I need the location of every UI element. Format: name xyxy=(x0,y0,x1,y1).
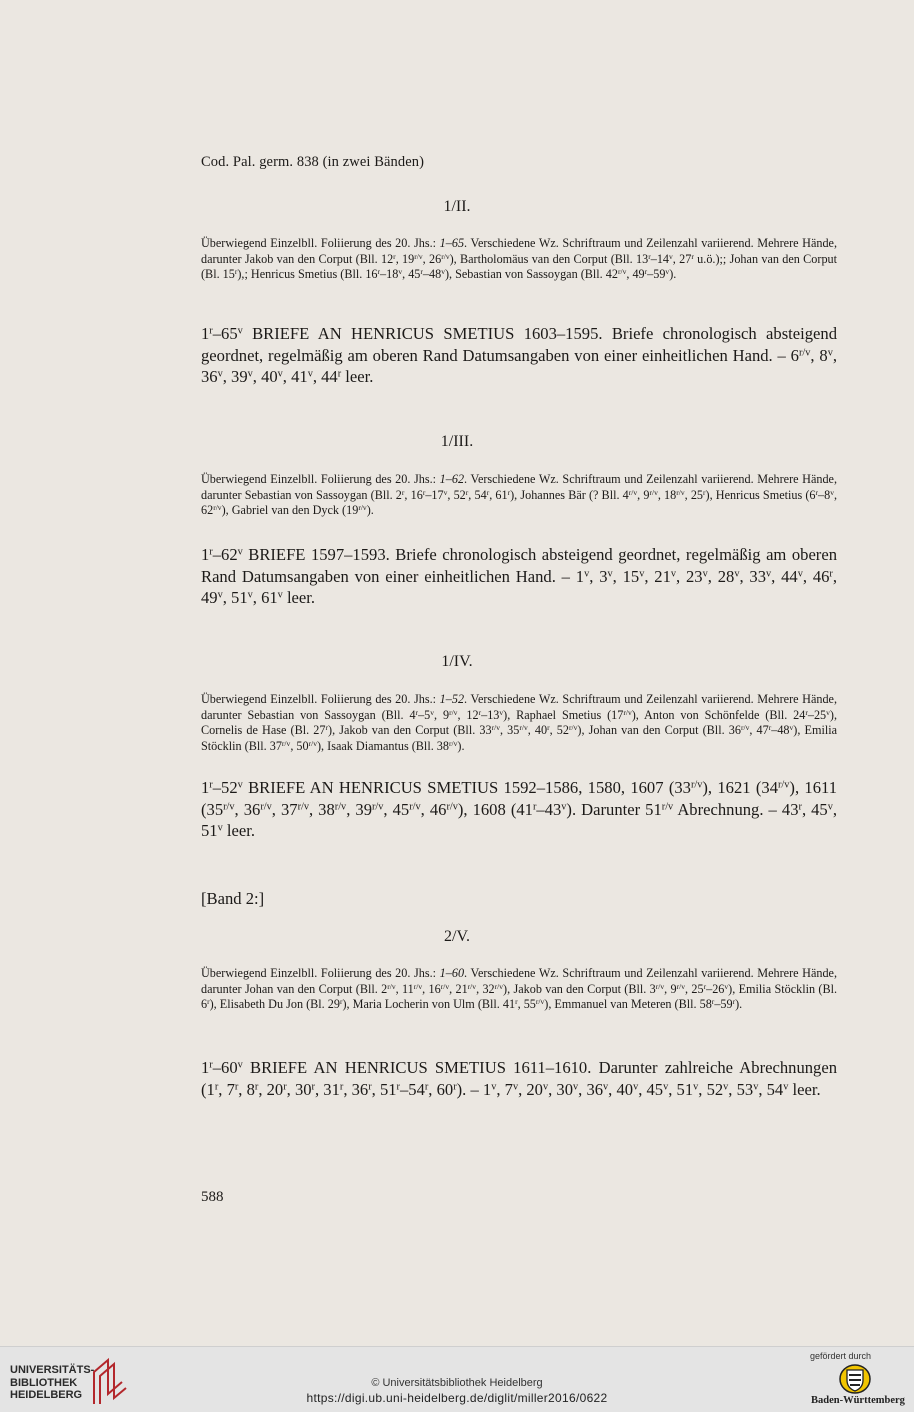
section-content-1-iii: 1$^r$–62$^v$ BRIEFE 1597–1593. Briefe chronologisch absteigend geordnet, regelmäßig am oberen Rand Datumsangaben von einer einheitlichen Hand. – 1$^v$, 3$^v$, 15$^v$, 21$^v$, 23$^v$, 28$^v$, 33$^v$, 44$^v$, 46$^r$, 49$^v$, 51$^v$, 61$^v$ leer. xyxy=(201,545,838,607)
library-logo-text: UNIVERSITÄTS- BIBLIOTHEK HEIDELBERG xyxy=(10,1364,95,1401)
section-description-1-iii: Überwiegend Einzelbll. Foliierung des 20. Jhs.: 1–62. Verschiedene Wz. Schriftraum und Zeilenzahl variierend. Mehrere Hände, darunter Sebastian von Sassoygan (Bll. 2$^r$, 16$^r$–17$^v$, 52$^r$, 54$^r$, 61$^r$), Johannes Bär (? Bll. $4^{r/v}$, $9^{r/v}$, $18^{r/v}$, 25$^r$), Henricus Smetius (6$^r$–8$^v$, $62^{r/v}$), Gabriel van den Dyck $(19^{r/v})$. xyxy=(201,472,838,518)
section-content-1-ii: 1$^r$–65$^v$ BRIEFE AN HENRICUS SMETIUS 1603–1595. Briefe chronologisch absteigend geordnet, regelmäßig am oberen Rand Datumsangaben von einer einheitlichen Hand. – $6^{r/v}$, 8$^v$, 36$^v$, 39$^v$, 40$^v$, 41$^v$, 44$^r$ leer. xyxy=(201,324,837,386)
section-heading-1-iv: 1/IV. xyxy=(441,653,473,670)
band-label: [Band 2:] xyxy=(201,889,265,908)
section-content-2-v: 1$^r$–60$^v$ BRIEFE AN HENRICUS SMETIUS 1611–1610. Darunter zahlreiche Abrechnungen (1$^r$, 7$^r$, 8$^r$, 20$^r$, 30$^r$, 31$^r$, 36$^r$, 51$^r$–54$^r$, 60$^r$). – 1$^v$, 7$^v$, 20$^v$, 30$^v$, 36$^v$, 40$^v$, 45$^v$, 51$^v$, 52$^v$, 53$^v$, 54$^v$ leer. xyxy=(201,1058,837,1099)
running-header: Cod. Pal. germ. 838 (in zwei Bänden) xyxy=(201,154,425,170)
funder-name: Baden-Württemberg xyxy=(811,1395,905,1406)
copyright-notice: © Universitätsbibliothek Heidelberg xyxy=(371,1377,543,1389)
section-description-1-iv: Überwiegend Einzelbll. Foliierung des 20. Jhs.: 1–52. Verschiedene Wz. Schriftraum und Zeilenzahl variierend. Mehrere Hände, darunter Sebastian von Sassoygan (Bll. 4$^r$–5$^v$, $9^{r/v}$, 12$^r$–13$^v$), Raphael Smetius $(17^{r/v})$, Anton von Schönfelde (Bll. 24$^r$–25$^v$), Cornelis de Hase (Bl. 27$^r$), Jakob van den Corput (Bll. $33^{r/v}$, $35^{r/v}$, 40$^r$, $52^{r/v}$), Johan van den Corput (Bll. $36^{r/v}$, 47$^r$–48$^v$), Emilia Stöcklin (Bll. $37^{r/v}$, $50^{r/v}$), Isaak Diamantus (Bll. $38^{r/v}$). xyxy=(201,692,838,753)
page-number: 588 xyxy=(201,1189,224,1205)
section-heading-1-ii: 1/II. xyxy=(443,198,471,215)
section-heading-1-iii: 1/III. xyxy=(440,433,474,450)
section-heading-2-v: 2/V. xyxy=(444,928,470,945)
footer-bar xyxy=(0,1346,914,1412)
section-content-1-iv: 1$^r$–52$^v$ BRIEFE AN HENRICUS SMETIUS 1592–1586, 1580, 1607 $(33^{r/v})$, 1621 $(34^{r/v})$, 1611 ($35^{r/v}$, $36^{r/v}$, $37^{r/v}$, $38^{r/v}$, $39^{r/v}$, $45^{r/v}$, $46^{r/v}$), 1608 (41$^r$–43$^v$). Darunter $51^{r/v}$ Abrechnung. – 43$^r$, 45$^v$, 51$^v$ leer. xyxy=(201,778,838,840)
section-description-2-v: Überwiegend Einzelbll. Foliierung des 20. Jhs.: 1–60. Verschiedene Wz. Schriftraum und Zeilenzahl variierend. Mehrere Hände, darunter Johan van den Corput (Bll. $2^{r/v}$, $11^{r/v}$, $16^{r/v}$, $21^{r/v}$, $32^{r/v}$), Jakob van den Corput (Bll. $3^{r/v}$, $9^{r/v}$, 25$^r$–26$^v$), Emilia Stöcklin (Bl. 6$^r$), Elisabeth Du Jon (Bl. 29$^r$), Maria Locherin von Ulm (Bll. 41$^r$, $55^{r/v}$), Emmanuel van Meteren (Bll. 58$^r$–59$^r$). xyxy=(201,966,838,1012)
baden-wuerttemberg-seal-icon xyxy=(838,1363,872,1395)
funded-by-label: gefördert durch xyxy=(809,1351,871,1361)
section-description-1-ii: Überwiegend Einzelbll. Foliierung des 20. Jhs.: 1–65. Verschiedene Wz. Schriftraum und Zeilenzahl variierend. Mehrere Hände, darunter Jakob van den Corput (Bll. 12$^r$, $19^{r/v}$, $26^{r/v}$), Bartholomäus van den Corput (Bll. 13$^r$–14$^v$, 27$^r$ u.ö.);; Johan van den Corput (Bl. 15$^r$),; Henricus Smetius (Bll. 16$^r$–18$^v$, 45$^r$–48$^v$), Sebastian von Sassoygan (Bll. $42^{r/v}$, 49$^r$–59$^v$). xyxy=(201,236,838,282)
permalink-url[interactable]: https://digi.ub.uni-heidelberg.de/diglit/miller2016/0622 xyxy=(306,1391,608,1405)
